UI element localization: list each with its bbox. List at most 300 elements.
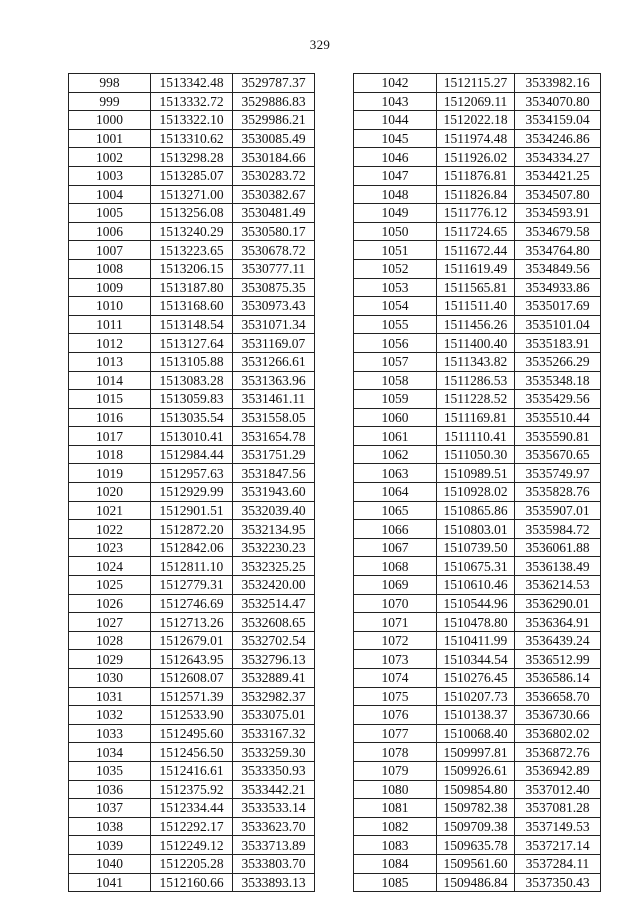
- y-coordinate-cell: 3534679.58: [515, 222, 601, 241]
- x-coordinate-cell: 1510544.96: [437, 594, 515, 613]
- x-coordinate-cell: 1512713.26: [151, 613, 233, 632]
- y-coordinate-cell: 3535017.69: [515, 297, 601, 316]
- x-coordinate-cell: 1510138.37: [437, 706, 515, 725]
- x-coordinate-cell: 1509635.78: [437, 836, 515, 855]
- y-coordinate-cell: 3533623.70: [233, 817, 315, 836]
- y-coordinate-cell: 3531169.07: [233, 334, 315, 353]
- point-id-cell: 1074: [354, 669, 437, 688]
- table-row: [354, 74, 601, 93]
- table-row: [69, 799, 315, 818]
- y-coordinate-cell: 3530678.72: [233, 241, 315, 260]
- x-coordinate-cell: 1511926.02: [437, 148, 515, 167]
- y-coordinate-cell: 3534507.80: [515, 185, 601, 204]
- table-row: [354, 92, 601, 111]
- x-coordinate-cell: 1512249.12: [151, 836, 233, 855]
- table-row: [69, 520, 315, 539]
- table-row: [69, 557, 315, 576]
- y-coordinate-cell: 3531654.78: [233, 427, 315, 446]
- table-row: [354, 371, 601, 390]
- x-coordinate-cell: 1510928.02: [437, 483, 515, 502]
- point-id-cell: 1016: [69, 408, 151, 427]
- point-id-cell: 1034: [69, 743, 151, 762]
- y-coordinate-cell: 3531943.60: [233, 483, 315, 502]
- y-coordinate-cell: 3533259.30: [233, 743, 315, 762]
- table-row: [69, 650, 315, 669]
- y-coordinate-cell: 3530283.72: [233, 166, 315, 185]
- point-id-cell: 1060: [354, 408, 437, 427]
- table-row: [354, 297, 601, 316]
- y-coordinate-cell: 3536730.66: [515, 706, 601, 725]
- x-coordinate-cell: 1513010.41: [151, 427, 233, 446]
- x-coordinate-cell: 1511169.81: [437, 408, 515, 427]
- table-row: [354, 780, 601, 799]
- y-coordinate-cell: 3535907.01: [515, 501, 601, 520]
- y-coordinate-cell: 3537217.14: [515, 836, 601, 855]
- table-row: [69, 166, 315, 185]
- y-coordinate-cell: 3534334.27: [515, 148, 601, 167]
- table-row: [69, 390, 315, 409]
- x-coordinate-cell: 1509486.84: [437, 873, 515, 892]
- y-coordinate-cell: 3531071.34: [233, 315, 315, 334]
- x-coordinate-cell: 1509926.61: [437, 761, 515, 780]
- x-coordinate-cell: 1512779.31: [151, 576, 233, 595]
- table-row: [69, 148, 315, 167]
- point-id-cell: 1002: [69, 148, 151, 167]
- table-row: [354, 148, 601, 167]
- y-coordinate-cell: 3535183.91: [515, 334, 601, 353]
- point-id-cell: 1062: [354, 445, 437, 464]
- table-row: [69, 817, 315, 836]
- y-coordinate-cell: 3533713.89: [233, 836, 315, 855]
- x-coordinate-cell: 1512957.63: [151, 464, 233, 483]
- y-coordinate-cell: 3536586.14: [515, 669, 601, 688]
- x-coordinate-cell: 1509709.38: [437, 817, 515, 836]
- x-coordinate-cell: 1513206.15: [151, 259, 233, 278]
- x-coordinate-cell: 1513310.62: [151, 129, 233, 148]
- x-coordinate-cell: 1511511.40: [437, 297, 515, 316]
- point-id-cell: 1042: [354, 74, 437, 93]
- y-coordinate-cell: 3537284.11: [515, 854, 601, 873]
- y-coordinate-cell: 3536802.02: [515, 724, 601, 743]
- x-coordinate-cell: 1511672.44: [437, 241, 515, 260]
- x-coordinate-cell: 1510739.50: [437, 538, 515, 557]
- table-row: [354, 408, 601, 427]
- x-coordinate-cell: 1512643.95: [151, 650, 233, 669]
- x-coordinate-cell: 1512022.18: [437, 111, 515, 130]
- table-row: [354, 650, 601, 669]
- x-coordinate-cell: 1513105.88: [151, 352, 233, 371]
- x-coordinate-cell: 1512416.61: [151, 761, 233, 780]
- point-id-cell: 1019: [69, 464, 151, 483]
- table-row: [354, 241, 601, 260]
- point-id-cell: 1045: [354, 129, 437, 148]
- point-id-cell: 1072: [354, 631, 437, 650]
- y-coordinate-cell: 3534421.25: [515, 166, 601, 185]
- table-row: [69, 724, 315, 743]
- x-coordinate-cell: 1512334.44: [151, 799, 233, 818]
- point-id-cell: 1033: [69, 724, 151, 743]
- table-row: [354, 464, 601, 483]
- y-coordinate-cell: 3532325.25: [233, 557, 315, 576]
- y-coordinate-cell: 3532039.40: [233, 501, 315, 520]
- x-coordinate-cell: 1512069.11: [437, 92, 515, 111]
- y-coordinate-cell: 3533803.70: [233, 854, 315, 873]
- table-row: [69, 613, 315, 632]
- table-row: [354, 427, 601, 446]
- point-id-cell: 1048: [354, 185, 437, 204]
- point-id-cell: 1022: [69, 520, 151, 539]
- point-id-cell: 1085: [354, 873, 437, 892]
- table-row: [69, 445, 315, 464]
- y-coordinate-cell: 3531266.61: [233, 352, 315, 371]
- point-id-cell: 1075: [354, 687, 437, 706]
- table-row: [354, 669, 601, 688]
- table-row: [354, 613, 601, 632]
- x-coordinate-cell: 1511050.30: [437, 445, 515, 464]
- y-coordinate-cell: 3536061.88: [515, 538, 601, 557]
- x-coordinate-cell: 1513240.29: [151, 222, 233, 241]
- x-coordinate-cell: 1510675.31: [437, 557, 515, 576]
- x-coordinate-cell: 1511826.84: [437, 185, 515, 204]
- table-row: [354, 204, 601, 223]
- y-coordinate-cell: 3537149.53: [515, 817, 601, 836]
- y-coordinate-cell: 3536942.89: [515, 761, 601, 780]
- table-row: [69, 129, 315, 148]
- table-row: [354, 873, 601, 892]
- y-coordinate-cell: 3532889.41: [233, 669, 315, 688]
- x-coordinate-cell: 1510989.51: [437, 464, 515, 483]
- table-row: [354, 687, 601, 706]
- point-id-cell: 1028: [69, 631, 151, 650]
- point-id-cell: 1044: [354, 111, 437, 130]
- point-id-cell: 1066: [354, 520, 437, 539]
- y-coordinate-cell: 3535266.29: [515, 352, 601, 371]
- x-coordinate-cell: 1513342.48: [151, 74, 233, 93]
- y-coordinate-cell: 3530184.66: [233, 148, 315, 167]
- point-id-cell: 1064: [354, 483, 437, 502]
- table-row: [69, 241, 315, 260]
- point-id-cell: 1001: [69, 129, 151, 148]
- table-row: [69, 743, 315, 762]
- point-id-cell: 1069: [354, 576, 437, 595]
- point-id-cell: 1077: [354, 724, 437, 743]
- x-coordinate-cell: 1512495.60: [151, 724, 233, 743]
- y-coordinate-cell: 3530382.67: [233, 185, 315, 204]
- y-coordinate-cell: 3530875.35: [233, 278, 315, 297]
- table-row: [354, 576, 601, 595]
- x-coordinate-cell: 1513148.54: [151, 315, 233, 334]
- point-id-cell: 1014: [69, 371, 151, 390]
- table-row: [69, 204, 315, 223]
- x-coordinate-cell: 1512984.44: [151, 445, 233, 464]
- table-row: [69, 483, 315, 502]
- table-row: [354, 390, 601, 409]
- table-row: [354, 129, 601, 148]
- point-id-cell: 1008: [69, 259, 151, 278]
- y-coordinate-cell: 3531558.05: [233, 408, 315, 427]
- y-coordinate-cell: 3531751.29: [233, 445, 315, 464]
- table-row: [69, 408, 315, 427]
- table-row: [354, 854, 601, 873]
- y-coordinate-cell: 3529886.83: [233, 92, 315, 111]
- x-coordinate-cell: 1513059.83: [151, 390, 233, 409]
- x-coordinate-cell: 1512679.01: [151, 631, 233, 650]
- table-row: [354, 483, 601, 502]
- x-coordinate-cell: 1512533.90: [151, 706, 233, 725]
- y-coordinate-cell: 3531461.11: [233, 390, 315, 409]
- y-coordinate-cell: 3535429.56: [515, 390, 601, 409]
- x-coordinate-cell: 1511724.65: [437, 222, 515, 241]
- point-id-cell: 1080: [354, 780, 437, 799]
- table-row: [354, 799, 601, 818]
- page-number: 329: [309, 37, 331, 52]
- point-id-cell: 1082: [354, 817, 437, 836]
- x-coordinate-cell: 1512115.27: [437, 74, 515, 93]
- point-id-cell: 1010: [69, 297, 151, 316]
- y-coordinate-cell: 3536658.70: [515, 687, 601, 706]
- table-row: [354, 501, 601, 520]
- x-coordinate-cell: 1509854.80: [437, 780, 515, 799]
- point-id-cell: 1055: [354, 315, 437, 334]
- y-coordinate-cell: 3536138.49: [515, 557, 601, 576]
- point-id-cell: 998: [69, 74, 151, 93]
- table-row: [69, 761, 315, 780]
- point-id-cell: 1040: [69, 854, 151, 873]
- table-row: [354, 631, 601, 650]
- y-coordinate-cell: 3530580.17: [233, 222, 315, 241]
- y-coordinate-cell: 3533982.16: [515, 74, 601, 93]
- x-coordinate-cell: 1511619.49: [437, 259, 515, 278]
- y-coordinate-cell: 3535101.04: [515, 315, 601, 334]
- table-row: [354, 836, 601, 855]
- table-row: [69, 687, 315, 706]
- x-coordinate-cell: 1513187.80: [151, 278, 233, 297]
- x-coordinate-cell: 1509997.81: [437, 743, 515, 762]
- point-id-cell: 1023: [69, 538, 151, 557]
- point-id-cell: 1035: [69, 761, 151, 780]
- table-row: [69, 631, 315, 650]
- table-row: [354, 166, 601, 185]
- x-coordinate-cell: 1513298.28: [151, 148, 233, 167]
- table-row: [354, 445, 601, 464]
- table-row: [69, 427, 315, 446]
- y-coordinate-cell: 3532982.37: [233, 687, 315, 706]
- x-coordinate-cell: 1512872.20: [151, 520, 233, 539]
- table-row: [69, 836, 315, 855]
- point-id-cell: 1026: [69, 594, 151, 613]
- x-coordinate-cell: 1510344.54: [437, 650, 515, 669]
- x-coordinate-cell: 1511565.81: [437, 278, 515, 297]
- y-coordinate-cell: 3534246.86: [515, 129, 601, 148]
- x-coordinate-cell: 1511456.26: [437, 315, 515, 334]
- x-coordinate-cell: 1510068.40: [437, 724, 515, 743]
- y-coordinate-cell: 3530973.43: [233, 297, 315, 316]
- y-coordinate-cell: 3536439.24: [515, 631, 601, 650]
- point-id-cell: 1073: [354, 650, 437, 669]
- point-id-cell: 1049: [354, 204, 437, 223]
- table-row: [354, 557, 601, 576]
- point-id-cell: 1007: [69, 241, 151, 260]
- point-id-cell: 1071: [354, 613, 437, 632]
- point-id-cell: 1012: [69, 334, 151, 353]
- table-row: [354, 817, 601, 836]
- point-id-cell: 1003: [69, 166, 151, 185]
- x-coordinate-cell: 1511110.41: [437, 427, 515, 446]
- y-coordinate-cell: 3536290.01: [515, 594, 601, 613]
- x-coordinate-cell: 1511228.52: [437, 390, 515, 409]
- x-coordinate-cell: 1512375.92: [151, 780, 233, 799]
- table-row: [354, 706, 601, 725]
- x-coordinate-cell: 1512292.17: [151, 817, 233, 836]
- y-coordinate-cell: 3532134.95: [233, 520, 315, 539]
- table-row: [354, 724, 601, 743]
- y-coordinate-cell: 3531847.56: [233, 464, 315, 483]
- table-row: [354, 315, 601, 334]
- x-coordinate-cell: 1509561.60: [437, 854, 515, 873]
- x-coordinate-cell: 1513285.07: [151, 166, 233, 185]
- table-row: [354, 743, 601, 762]
- x-coordinate-cell: 1513256.08: [151, 204, 233, 223]
- y-coordinate-cell: 3533075.01: [233, 706, 315, 725]
- x-coordinate-cell: 1511343.82: [437, 352, 515, 371]
- y-coordinate-cell: 3534593.91: [515, 204, 601, 223]
- y-coordinate-cell: 3535749.97: [515, 464, 601, 483]
- table-row: [354, 259, 601, 278]
- table-row: [69, 501, 315, 520]
- x-coordinate-cell: 1513332.72: [151, 92, 233, 111]
- point-id-cell: 1025: [69, 576, 151, 595]
- x-coordinate-cell: 1511776.12: [437, 204, 515, 223]
- point-id-cell: 1047: [354, 166, 437, 185]
- point-id-cell: 1056: [354, 334, 437, 353]
- point-id-cell: 1076: [354, 706, 437, 725]
- point-id-cell: 1041: [69, 873, 151, 892]
- y-coordinate-cell: 3533533.14: [233, 799, 315, 818]
- y-coordinate-cell: 3531363.96: [233, 371, 315, 390]
- table-row: [69, 74, 315, 93]
- x-coordinate-cell: 1513083.28: [151, 371, 233, 390]
- x-coordinate-cell: 1512160.66: [151, 873, 233, 892]
- point-id-cell: 1032: [69, 706, 151, 725]
- x-coordinate-cell: 1510610.46: [437, 576, 515, 595]
- y-coordinate-cell: 3536364.91: [515, 613, 601, 632]
- point-id-cell: 1081: [354, 799, 437, 818]
- x-coordinate-cell: 1510478.80: [437, 613, 515, 632]
- point-id-cell: 1051: [354, 241, 437, 260]
- point-id-cell: 1029: [69, 650, 151, 669]
- point-id-cell: 1079: [354, 761, 437, 780]
- point-id-cell: 1006: [69, 222, 151, 241]
- table-row: [69, 185, 315, 204]
- point-id-cell: 1067: [354, 538, 437, 557]
- table-row: [69, 371, 315, 390]
- point-id-cell: 1059: [354, 390, 437, 409]
- y-coordinate-cell: 3533893.13: [233, 873, 315, 892]
- point-id-cell: 1078: [354, 743, 437, 762]
- point-id-cell: 1043: [354, 92, 437, 111]
- x-coordinate-cell: 1512456.50: [151, 743, 233, 762]
- point-id-cell: 1020: [69, 483, 151, 502]
- table-row: [69, 297, 315, 316]
- x-coordinate-cell: 1512205.28: [151, 854, 233, 873]
- x-coordinate-cell: 1513168.60: [151, 297, 233, 316]
- y-coordinate-cell: 3532230.23: [233, 538, 315, 557]
- table-row: [69, 278, 315, 297]
- point-id-cell: 1039: [69, 836, 151, 855]
- table-row: [354, 594, 601, 613]
- table-row: [69, 111, 315, 130]
- point-id-cell: 1063: [354, 464, 437, 483]
- point-id-cell: 1050: [354, 222, 437, 241]
- x-coordinate-cell: 1510865.86: [437, 501, 515, 520]
- y-coordinate-cell: 3535348.18: [515, 371, 601, 390]
- y-coordinate-cell: 3529986.21: [233, 111, 315, 130]
- x-coordinate-cell: 1512811.10: [151, 557, 233, 576]
- point-id-cell: 1015: [69, 390, 151, 409]
- table-row: [69, 92, 315, 111]
- point-id-cell: 1065: [354, 501, 437, 520]
- x-coordinate-cell: 1512608.07: [151, 669, 233, 688]
- table-row: [69, 706, 315, 725]
- point-id-cell: 1054: [354, 297, 437, 316]
- table-row: [354, 352, 601, 371]
- table-row: [354, 222, 601, 241]
- y-coordinate-cell: 3535590.81: [515, 427, 601, 446]
- x-coordinate-cell: 1512842.06: [151, 538, 233, 557]
- point-id-cell: 1036: [69, 780, 151, 799]
- y-coordinate-cell: 3536214.53: [515, 576, 601, 595]
- x-coordinate-cell: 1512929.99: [151, 483, 233, 502]
- y-coordinate-cell: 3533350.93: [233, 761, 315, 780]
- x-coordinate-cell: 1512746.69: [151, 594, 233, 613]
- table-row: [354, 520, 601, 539]
- x-coordinate-cell: 1512901.51: [151, 501, 233, 520]
- x-coordinate-cell: 1509782.38: [437, 799, 515, 818]
- table-row: [69, 854, 315, 873]
- x-coordinate-cell: 1513127.64: [151, 334, 233, 353]
- y-coordinate-cell: 3534159.04: [515, 111, 601, 130]
- y-coordinate-cell: 3537350.43: [515, 873, 601, 892]
- point-id-cell: 1013: [69, 352, 151, 371]
- point-id-cell: 1037: [69, 799, 151, 818]
- point-id-cell: 1057: [354, 352, 437, 371]
- coordinate-table-right: [353, 73, 601, 892]
- point-id-cell: 1018: [69, 445, 151, 464]
- y-coordinate-cell: 3532608.65: [233, 613, 315, 632]
- table-row: [354, 278, 601, 297]
- x-coordinate-cell: 1510207.73: [437, 687, 515, 706]
- y-coordinate-cell: 3530481.49: [233, 204, 315, 223]
- y-coordinate-cell: 3533167.32: [233, 724, 315, 743]
- y-coordinate-cell: 3532514.47: [233, 594, 315, 613]
- table-row: [69, 538, 315, 557]
- y-coordinate-cell: 3529787.37: [233, 74, 315, 93]
- point-id-cell: 1046: [354, 148, 437, 167]
- y-coordinate-cell: 3534849.56: [515, 259, 601, 278]
- point-id-cell: 1005: [69, 204, 151, 223]
- point-id-cell: 1027: [69, 613, 151, 632]
- point-id-cell: 1030: [69, 669, 151, 688]
- y-coordinate-cell: 3534764.80: [515, 241, 601, 260]
- point-id-cell: 1009: [69, 278, 151, 297]
- point-id-cell: 1000: [69, 111, 151, 130]
- point-id-cell: 1052: [354, 259, 437, 278]
- point-id-cell: 1053: [354, 278, 437, 297]
- point-id-cell: 1084: [354, 854, 437, 873]
- table-row: [69, 222, 315, 241]
- point-id-cell: 1004: [69, 185, 151, 204]
- table-row: [69, 352, 315, 371]
